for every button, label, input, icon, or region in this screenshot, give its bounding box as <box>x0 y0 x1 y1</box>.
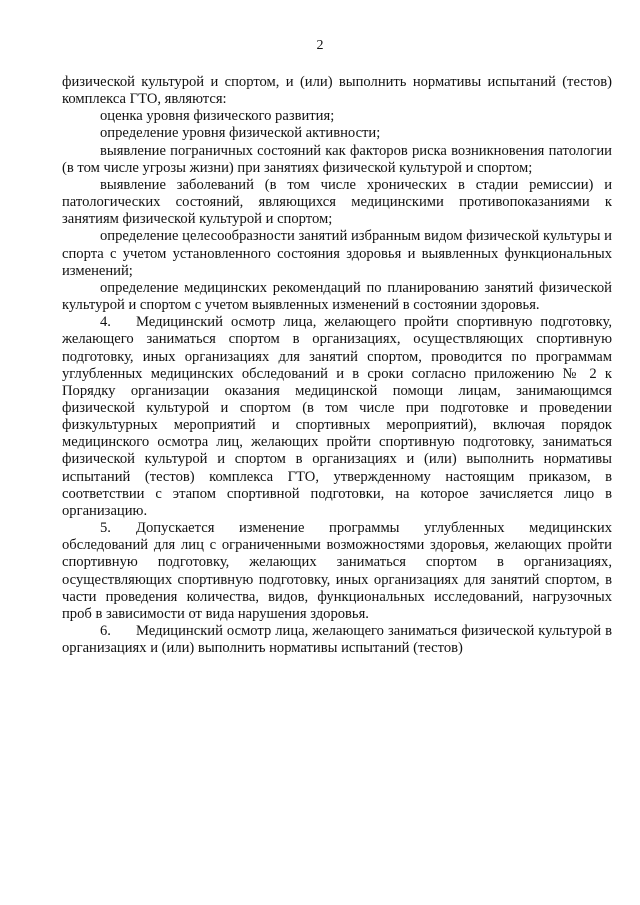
item-number: 6. <box>100 623 111 639</box>
item-number: 5. <box>100 520 111 537</box>
item-text: Медицинский осмотр лица, желающего пройти спортивную подготовку, желающего заниматься спортом в организациях, осуществляющих спортивную подготовку, иных организациях для занятий спортом, проводится по программам углубленных медицинских обследований и в сроки согласно приложению № 2 к Порядку организации оказания медицинской помощи лицам, занимающимся физической культурой и спортом (в том числе при подготовке и проведении физкультурных мероприятий и спортивных мероприятий), включая порядок медицинского осмотра лиц, желающих пройти спортивную подготовку, заниматься физической культурой и спортом в организациях и (или) выполнить нормативы испытаний (тестов) комплекса ГТО, утвержденному настоящим приказом, в соответствии с этапом спортивной подготовки, на которое зачисляется лицо в организацию. <box>62 314 612 519</box>
paragraph-diseases: выявление заболеваний (в том числе хронических в стадии ремиссии) и патологических состояний, являющихся медицинскими противопоказаниями к занятиям физической культурой и спортом; <box>62 176 612 228</box>
paragraph-physical-development: оценка уровня физического развития; <box>100 108 335 125</box>
paragraph-expediency: определение целесообразности занятий избранным видом физической культуры и спорта с учетом установленного состояния здоровья и выявленных функциональных изменений; <box>62 228 612 279</box>
paragraph-borderline-states: выявление пограничных состояний как факторов риска возникновения патологии (в том числе угрозы жизни) при занятиях физической культурой и спортом; <box>62 142 612 176</box>
item-text: Допускается изменение программы углубленных медицинских обследований для лиц с ограниченными возможностями здоровья, желающих пройти спортивную подготовку, желающих заниматься спортом в организациях, осуществляющих спортивную подготовку, иных организациях для занятий спортом, в части проведения количества, видов, функциональных исследований, нагрузочных проб в зависимости от вида нарушения здоровья. <box>62 520 612 622</box>
item-text: Медицинский осмотр лица, желающего заниматься физической культурой в организациях и (или) выполнить нормативы испытаний (тестов) <box>62 623 612 657</box>
paragraph-item-5 <box>62 520 612 623</box>
page-number: 2 <box>316 38 324 53</box>
item-number: 4. <box>100 314 111 331</box>
document-body <box>62 74 612 657</box>
paragraph-item-6 <box>62 623 612 657</box>
paragraph-intro-continuation: физической культурой и спортом, и (или) выполнить нормативы испытаний (тестов) комплекса ГТО, являются: <box>62 74 612 108</box>
paragraph-item-4 <box>62 314 612 520</box>
paragraph-physical-activity: определение уровня физической активности; <box>100 125 381 142</box>
paragraph-recommendations: определение медицинских рекомендаций по планированию занятий физической культурой и спортом с учетом выявленных изменений в состоянии здоровья. <box>62 279 612 314</box>
